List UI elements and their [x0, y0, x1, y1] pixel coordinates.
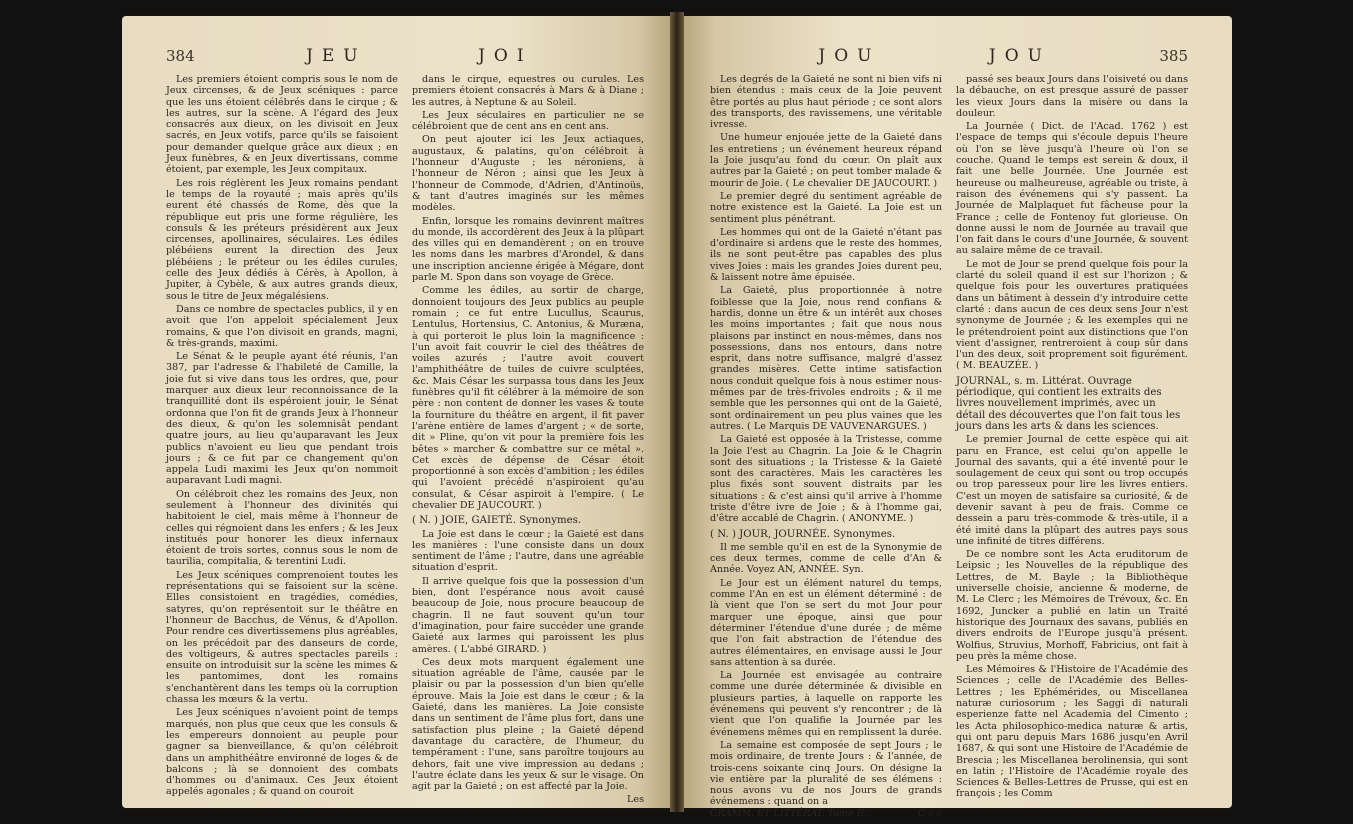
paragraph: Ces deux mots marquent également une situation agréable de l'âme, causée par le plaisir ou par la possession d'un bien qu'elle éprouve. Mais la Joie est dans le cœur ; & la Gaieté, dans les manières. La Joie consiste dans un sentiment de l'âme plus fort, dans une satisfaction plus pleine ; la Gaieté dépend davantage du caractère, de l'humeur, du tempérament : l'une, sans paroître toujours au dehors, fait une vive impression au dedans ; l'autre éclate dans les yeux & sur le visage. On agit par la Gaieté ; on est affecté par la Joie. — [412, 656, 644, 793]
paragraph: Les Jeux séculaires en particulier ne se célébroient que de cent ans en cent ans. — [412, 109, 644, 133]
paragraph: De ce nombre sont les Acta eruditorum de Leipsic ; les Nouvelles de la république des Lettres, de M. Bayle ; la Bibliothèque universelle choisie, ancienne & moderne, de M. Le Clerc ; les Mémoires de Trévoux, &c. En 1692, Juncker a publié en latin un Traité historique des Journaux des savans, publiés en divers endroits de l'Europe jusqu'à présent. Wolfius, Struvius, Morhoff, Fabricius, ont fait à peu près la même chose. — [956, 549, 1188, 662]
paragraph: La Journée est envisagée au contraire comme une durée déterminée & divisible en plusieurs parties, à laquelle on rapporte les événemens qui peuvent s'y rencontrer ; de là vient que l'on qualifie la Journée par les événemens mêmes qui en remplissent la durée. — [710, 670, 942, 738]
paragraph: La Gaieté est opposée à la Tristesse, comme la Joie l'est au Chagrin. La Joie & le Chagrin sont des situations ; la Tristesse & la Gaieté sont des caractères. Mais les caractères les plus fixés sont souvent distraits par les situations : & c'est ainsi qu'il arrive à l'homme triste d'être ivre de Joie ; & à l'homme gai, d'être accablé de Chagrin. ( ANONYME. ) — [710, 434, 942, 525]
left-running-head — [166, 46, 644, 74]
right-column-2 — [956, 74, 1188, 804]
paragraph: Il me semble qu'il en est de la Synonymie de ces deux termes, comme de celle d'An & Année. Voyez AN, ANNÉE. Syn. — [710, 541, 942, 576]
footer-signature: C c c — [918, 807, 942, 819]
footer-volume: GRAMM. ET LITTÉRAT. Tome II. — [710, 807, 868, 819]
paragraph: Le premier Journal de cette espèce qui ait paru en France, est celui qu'on appelle le Journal des savants, qui a été inventé pour le soulagement de ceux qui sont ou trop occupés ou trop paresseux pour lire les livres entiers. C'est un moyen de satisfaire sa curiosité, & de devenir savant à peu de frais. Comme ce dessein a paru très-commode & très-utile, il a été imité dans la plûpart des autres pays sous une infinité de titres différens. — [956, 434, 1188, 547]
paragraph: Les degrés de la Gaieté ne sont ni bien vifs ni bien étendus : mais ceux de la Joie peuvent être portés au plus haut période ; ce sont alors des transports, des ravissemens, une véritable ivresse. — [710, 74, 942, 131]
paragraph: La semaine est composée de sept Jours ; le mois ordinaire, de trente Jours : & l'année, de trois-cens soixante cinq Jours. On désigne la vie entière par la pluralité de ses élémens : nous avons vu de nos Jours de grands événemens : quand on a — [710, 739, 942, 808]
open-book — [122, 12, 1232, 819]
paragraph: On peut ajouter ici les Jeux actiaques, augustaux, & palatins, qu'on célébroit à l'honneur d'Auguste ; les néroniens, à l'honneur de Néron ; ainsi que les Jeux à l'honneur de Commode, d'Adrien, d'Antinoüs, & tant d'autres imaginés sur les mêmes modèles. — [412, 134, 644, 214]
right-column-1 — [710, 74, 942, 819]
paragraph: Les Mémoires & l'Histoire de l'Académie des Sciences ; celle de l'Académie des Belles-Lettres ; les Ephémérides, ou Miscellanea naturæ curiosorum ; les Saggi di naturali esperienze fatte nel Academia del Cimento ; les Acta philosophico-medica naturæ & artis, qui ont paru depuis Mars 1686 jusqu'en Avril 1687, & qui sont une Histoire de l'Académie de Brescia ; les Miscellanea berolinensia, qui sont en latin ; l'Histoire de l'Académie royale des Sciences & Belles-Lettres de Prusse, qui est en françois ; les Comm — [956, 664, 1188, 800]
left-column-2 — [412, 74, 644, 804]
paragraph: Les Jeux scéniques n'avoient point de temps marqués, non plus que ceux que les consuls & les empereurs donnoient au peuple pour gagner sa bienveillance, & qu'on célébroit dans un amphithéâtre environné de loges & de balcons ; là se donnoient des combats d'hommes ou d'animaux. Ces Jeux étoient appelés agonales ; & quand on couroit — [166, 707, 398, 798]
paragraph: Une humeur enjouée jette de la Gaieté dans les entretiens ; un événement heureux répand la Joie jusqu'au fond du cœur. On plaît aux autres par la Gaieté ; on peut tomber malade & mourir de Joie. ( Le chevalier DE JAUCOURT. ) — [710, 132, 942, 189]
paragraph: Comme les édiles, au sortir de charge, donnoient toujours des Jeux publics au peuple romain ; ce fut entre Lucullus, Scaurus, Lentulus, Hortensius, C. Antonius, & Muræna, à qui porteroit le plus loin la magnificence : l'un avoit fait couvrir le ciel des théâtres de voiles azurés ; l'autre avoit couvert l'amphithéâtre de tuiles de cuivre sculptées, &c. Mais César les surpassa tous dans les Jeux funèbres qu'il fit célébrer à la mémoire de son père : non content de donner les vases & toute la fourniture du théâtre en argent, il fit paver l'arène entière de lames d'argent ; « de sorte, dit » Pline, qu'on vit pour la première fois les bêtes » marcher & combattre sur ce métal ». Cet excès de dépense de César étoit proportionné à son excès d'ambition ; les édiles qui l'avoient précédé n'aspiroient qu'au consulat, & César aspiroit à l'empire. ( Le chevalier DE JAUCOURT. ) — [412, 285, 644, 511]
paragraph: La Joie est dans le cœur ; la Gaieté est dans les manières : l'une consiste dans un doux sentiment de l'âme ; l'autre, dans une agréable situation d'esprit. — [412, 528, 644, 574]
paragraph: passé ses beaux Jours dans l'oisiveté ou dans la débauche, on est presque assuré de passer les vieux Jours dans la misère ou dans la douleur. — [956, 74, 1188, 119]
left-column-1 — [166, 74, 398, 804]
entry-heading-journal: JOURNAL, s. m. Littérat. Ouvrage périodique, qui contient les extraits des livres nouvellement imprimés, avec un détail des découvertes que l'on fait tous les jours dans les arts & dans les sciences. — [956, 375, 1181, 432]
left-page — [122, 16, 670, 808]
right-page-number: 385 — [1159, 47, 1188, 65]
entry-heading-joie: ( N. ) JOIE, GAIETÉ. Synonymes. — [412, 515, 582, 527]
paragraph: La Gaieté, plus proportionnée à notre foiblesse que la Joie, nous rend confians & hardis, donne un être & un intérêt aux choses les moins importantes ; fait que nous nous plaisons par instinct en nous-mêmes, dans nos possessions, dans nos entours, dans notre esprit, dans notre suffisance, malgré d'assez grandes misères. Cette intime satisfaction nous conduit quelque fois à nous estimer nous-mêmes par de très-frivoles endroits ; & il me semble que les personnes qui ont de la Gaieté, sont ordinairement un peu plus vaines que les autres. ( Le Marquis DE VAUVENARGUES. ) — [710, 285, 942, 432]
paragraph: Les hommes qui ont de la Gaieté n'étant pas d'ordinaire si ardens que le reste des hommes, ils ne sont peut-être pas capables des plus vives Joies : mais les grandes Joies durent peu, & laissent notre âme épuisée. — [710, 226, 942, 284]
paragraph: Enfin, lorsque les romains devinrent maîtres du monde, ils accordèrent des Jeux à la plûpart des villes qui en demandèrent ; on en trouve les noms dans les marbres d'Arondel, & dans une inscription ancienne érigée à Mégare, dont parle M. Spon dans son voyage de Grèce. — [412, 215, 644, 284]
right-running-title-1: JOU — [818, 46, 881, 66]
left-page-number: 384 — [166, 47, 195, 65]
paragraph: Les rois réglèrent les Jeux romains pendant le temps de la royauté ; mais après qu'ils eurent été chassés de Rome, dès que la république eut pris une forme régulière, les consuls & les préteurs présidèrent aux Jeux circenses, apollinaires, séculaires. Les édiles plébéiens eurent la direction des Jeux plébéiens ; le préteur ou les édiles curules, celle des Jeux dédiés à Cérès, à Apollon, à Jupiter, à Cybèle, & aux autres grands dieux, sous le titre de Jeux mégalésiens. — [166, 177, 398, 302]
paragraph: Le premier degré du sentiment agréable de notre existence est la Gaieté. La Joie est un sentiment plus pénétrant. — [710, 190, 942, 225]
book-gutter — [670, 12, 684, 812]
page-footer — [710, 808, 942, 819]
left-running-title-2: JOI — [478, 46, 533, 66]
right-running-title: JOU — [988, 46, 1051, 66]
left-running-title: JEU — [306, 46, 367, 66]
catchword: Les — [627, 794, 644, 806]
paragraph: dans le cirque, equestres ou curules. Les premiers étoient consacrés à Mars & à Diane ; les autres, à Neptune & au Soleil. — [412, 74, 644, 108]
paragraph: On célébroit chez les romains des Jeux, non seulement à l'honneur des divinités qui habitoient le ciel, mais même à l'honneur de celles qui régnoient dans les enfers ; & les Jeux institués pour honorer les dieux infernaux étoient de trois sortes, connus sous le nom de taurilia, compitalia, & terentini Ludi. — [166, 488, 398, 568]
paragraph: Le Jour est un élément naturel du temps, comme l'An en est un élément déterminé : de là vient que l'on se sert du mot Jour pour marquer une époque, ainsi que pour déterminer l'étendue d'une durée ; de même que l'on fait abstraction de l'étendue des autres élémentaires, en envisage aussi le Jour sans attention à sa durée. — [710, 577, 942, 668]
entry-heading-jour: ( N. ) JOUR, JOURNÉE. Synonymes. — [710, 528, 896, 540]
paragraph: Le mot de Jour se prend quelque fois pour la clarté du soleil quand il est sur l'horizon ; & quelque fois pour les ouvertures pratiquées dans un bâtiment à dessein d'y introduire cette clarté : dans aucun de ces deux sens Jour n'est synonyme de Journée ; & les exemples qui ne le prétendroient point aux distinctions que l'on vient d'assigner, rentreroient à coup sûr dans l'un des deux, soit proprement soit figurément. ( M. BEAUZÉE. ) — [956, 258, 1188, 372]
right-page — [684, 16, 1232, 819]
paragraph: Les premiers étoient compris sous le nom de Jeux circenses, & de Jeux scéniques : parce que les uns étoient célébrés dans le cirque ; & les autres, sur la scène. A l'égard des Jeux consacrés aux dieux, on les divisoit en Jeux sacrés, en Jeux votifs, parce qu'ils se faisoient pour demander quelque grâce aux dieux ; en Jeux funèbres, & en Jeux divertissans, comme étoient, par exemple, les Jeux compitaux. — [166, 74, 398, 176]
right-running-head — [710, 46, 1188, 74]
paragraph: Les Jeux scéniques comprenoient toutes les représentations qui se faisoient sur la scène. Elles consistoient en tragédies, comédies, satyres, qu'on représentoit sur le théâtre en l'honneur de Bacchus, de Vénus, & d'Apollon. Pour rendre ces divertissemens plus agréables, on les précédoit par des danseurs de corde, des voltigeurs, & autres spectacles pareils : ensuite on introduisit sur la scène les mimes & les pantomimes, dont les romains s'enchantèrent dans les temps où la corruption chassa les mœurs & la vertu. — [166, 569, 398, 706]
paragraph: Il arrive quelque fois que la possession d'un bien, dont l'espérance nous avoit causé beaucoup de Joie, nous procure beaucoup de chagrin. Il ne faut souvent qu'un tour d'imagination, pour faire succéder une grande Gaieté aux larmes qui paroissent les plus amères. ( L'abbé GIRARD. ) — [412, 575, 644, 655]
paragraph: La Journée ( Dict. de l'Acad. 1762 ) est l'espace de temps qui s'écoule depuis l'heure où l'on se lève jusqu'à l'heure où l'on se couche. Quand le temps est serein & doux, il fait une belle Journée. Une Journée est heureuse ou malheureuse, agréable ou triste, à raison des événemens qui s'y passent. La Journée de Malplaquet fut fâcheuse pour la France ; celle de Fontenoy fut glorieuse. On donne aussi le nom de Journée au travail que l'on fait dans le cours d'une Journée, & souvent au salaire même de ce travail. — [956, 121, 1188, 257]
paragraph: Le Sénat & le peuple ayant été réunis, l'an 387, par l'adresse & l'habileté de Camille, la joie fut si vive dans tous les ordres, que, pour marquer aux dieux leur reconnoissance de la tranquillité dont ils espéroient jouir, le Sénat ordonna que l'on fit de grands Jeux à l'honneur des dieux, & qu'on les solemnisât pendant quatre jours, au lieu qu'auparavant les Jeux publics n'avoient eu lieu que pendant trois jours ; & ce fut par ce changement qu'on appela Ludi maximi les Jeux qu'on nommoit auparavant Ludi magni. — [166, 351, 398, 487]
paragraph: Dans ce nombre de spectacles publics, il y en avoit que l'on appeloit spécialement Jeux romains, & que l'on divisoit en grands, magni, & très-grands, maximi. — [166, 303, 398, 349]
